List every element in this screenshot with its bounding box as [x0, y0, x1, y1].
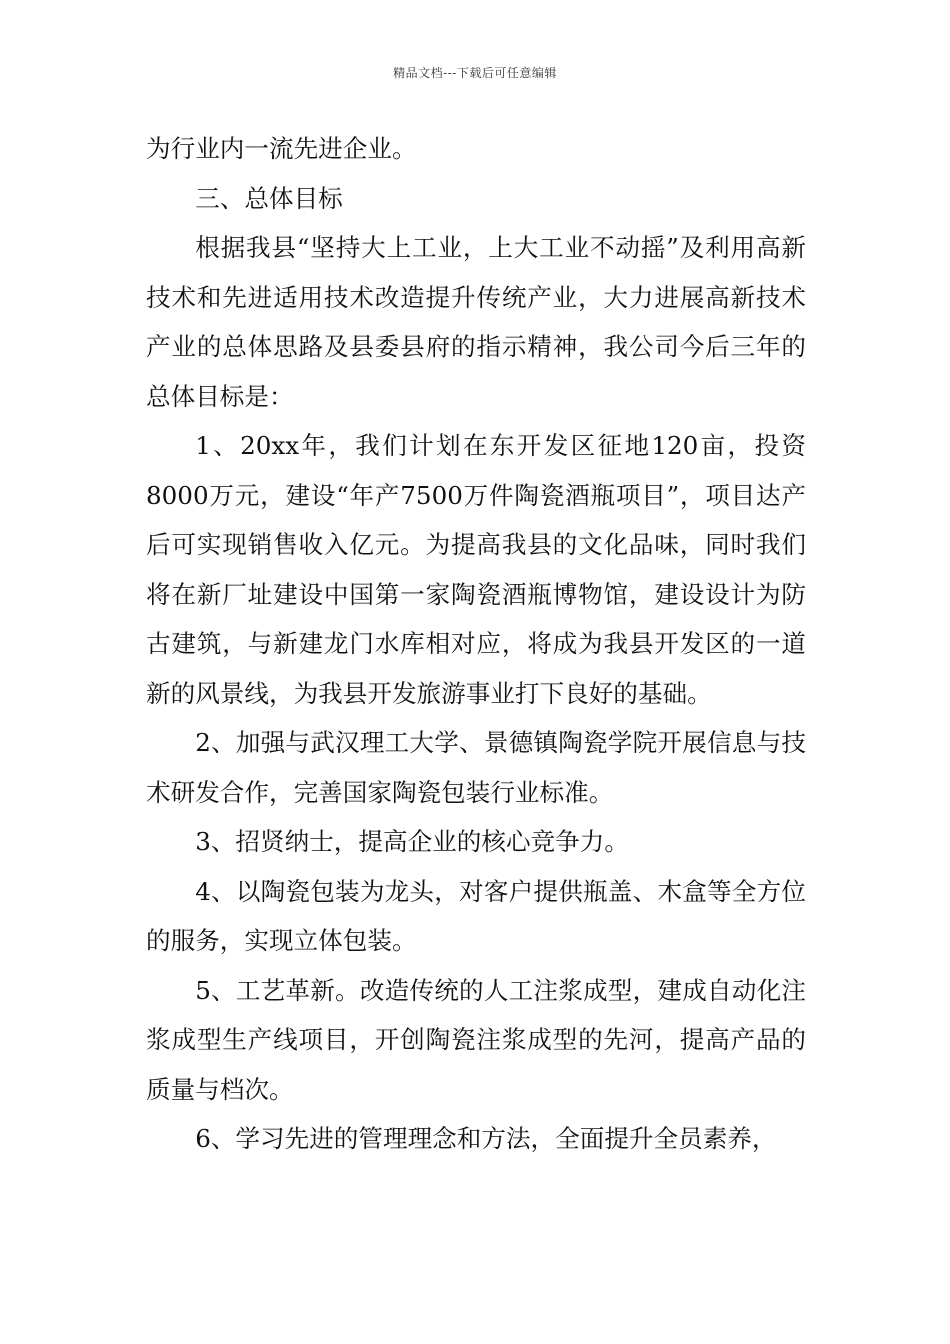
document-body	[146, 124, 806, 1164]
goal-item-5: 5、工艺革新。改造传统的人工注浆成型，建成自动化注浆成型生产线项目，开创陶瓷注浆成型的先河，提高产品的质量与档次。	[146, 975, 806, 1104]
section-heading: 三、总体目标	[195, 183, 343, 213]
paragraph-continuation: 为行业内一流先进企业。	[146, 134, 417, 163]
page-header: 精品文档---下载后可任意编辑	[393, 66, 557, 80]
goal-item-6: 6、学习先进的管理理念和方法，全面提升全员素养，	[195, 1124, 777, 1153]
goal-item-3: 3、招贤纳士，提高企业的核心竞争力。	[195, 827, 629, 856]
goal-item-1: 1、20xx年，我们计划在东开发区征地120亩，投资8000万元，建设“年产7500万件陶瓷酒瓶项目”，项目达产后可实现销售收入亿元。为提高我县的文化品味，同时我们将在新厂址建设中国第一家陶瓷酒瓶博物馆，建设设计为防古建筑，与新建龙门水库相对应，将成为我县开发区的一道新的风景线，为我县开发旅游事业打下良好的基础。	[146, 431, 806, 708]
paragraph-intro: 根据我县“坚持大上工业，上大工业不动摇”及利用高新技术和先进适用技术改造提升传统产业，大力进展高新技术产业的总体思路及县委县府的指示精神，我公司今后三年的总体目标是：	[146, 233, 806, 411]
goal-item-4: 4、以陶瓷包装为龙头，对客户提供瓶盖、木盒等全方位的服务，实现立体包装。	[146, 876, 806, 955]
goal-item-2: 2、加强与武汉理工大学、景德镇陶瓷学院开展信息与技术研发合作，完善国家陶瓷包装行业标准。	[146, 728, 806, 807]
